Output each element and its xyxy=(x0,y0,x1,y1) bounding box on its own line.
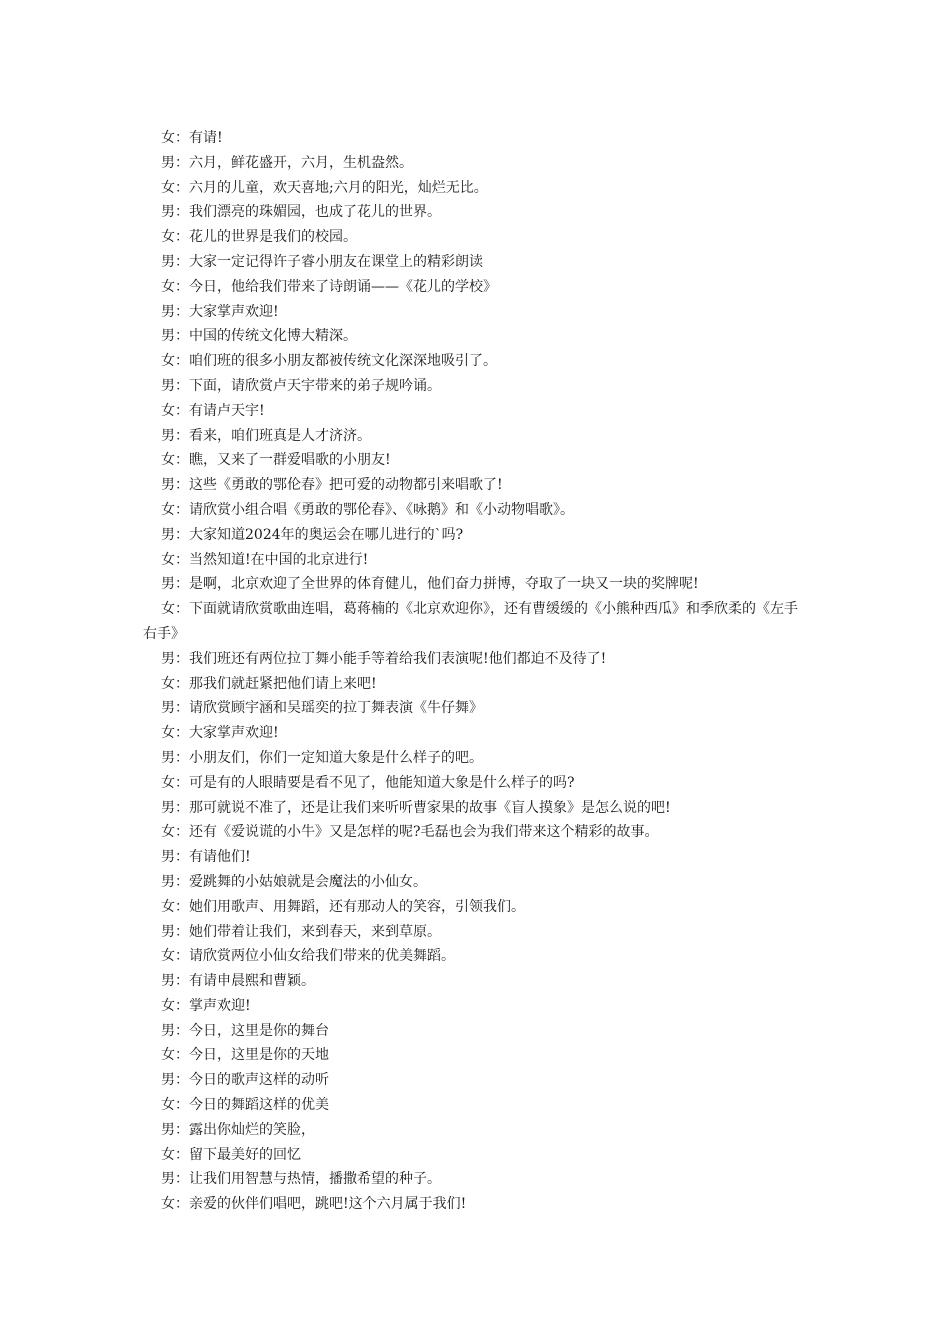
script-line: 女：她们用歌声、用舞蹈，还有那动人的笑容，引领我们。 xyxy=(161,898,525,915)
script-line: 男：我们漂亮的珠媚园，也成了花儿的世界。 xyxy=(161,204,441,221)
script-line: 男：下面，请欣赏卢天宇带来的弟子规吟诵。 xyxy=(161,377,441,394)
script-line: 男：请欣赏顾宇涵和吴瑶奕的拉丁舞表演《牛仔舞》 xyxy=(161,700,483,717)
script-line: 男：大家一定记得许子睿小朋友在课堂上的精彩朗读 xyxy=(161,253,483,270)
script-line: 女：咱们班的很多小朋友都被传统文化深深地吸引了。 xyxy=(161,353,497,370)
script-line: 女：请欣赏两位小仙女给我们带来的优美舞蹈。 xyxy=(161,948,455,965)
script-line: 男：看来，咱们班真是人才济济。 xyxy=(161,427,371,444)
script-line: 男：这些《勇敢的鄂伦春》把可爱的动物都引来唱歌了! xyxy=(161,477,503,494)
script-line: 女：今日的舞蹈这样的优美 xyxy=(161,1097,329,1114)
script-line: 男：让我们用智慧与热情，播撒希望的种子。 xyxy=(161,1171,441,1188)
script-body xyxy=(143,126,803,1217)
script-line: 女：留下最美好的回忆 xyxy=(161,1146,301,1163)
script-line: 男：中国的传统文化博大精深。 xyxy=(161,328,357,345)
script-line: 女：当然知道!在中国的北京进行! xyxy=(161,551,369,568)
script-line: 女：请欣赏小组合唱《勇敢的鄂伦春》、《咏鹅》和《小动物唱歌》。 xyxy=(161,501,574,518)
script-line: 男：今日，这里是你的舞台 xyxy=(161,1022,329,1039)
script-line: 女：花儿的世界是我们的校园。 xyxy=(161,229,357,246)
script-line: 女：六月的儿童，欢天喜地;六月的阳光，灿烂无比。 xyxy=(161,179,488,196)
script-line: 男：是啊，北京欢迎了全世界的体育健儿，他们奋力拼博，夺取了一块又一块的奖牌呢! xyxy=(161,576,699,593)
script-line: 女：下面就请欣赏歌曲连唱，葛蒋楠的《北京欢迎你》，还有曹缓缓的《小熊种西瓜》和季欣柔的《左手右手》 xyxy=(143,601,798,642)
script-line: 男：露出你灿烂的笑脸， xyxy=(161,1121,315,1138)
script-line: 女：今日，这里是你的天地 xyxy=(161,1047,329,1064)
script-line: 女：掌声欢迎! xyxy=(161,997,251,1014)
script-line: 女：今日，他给我们带来了诗朗诵——《花儿的学校》 xyxy=(161,278,497,295)
script-line: 女：有请卢天宇! xyxy=(161,402,265,419)
script-line: 男：小朋友们，你们一定知道大象是什么样子的吧。 xyxy=(161,749,483,766)
script-line: 男：那可就说不准了，还是让我们来听听曹家果的故事《盲人摸象》是怎么说的吧! xyxy=(161,799,671,816)
script-line: 男：她们带着让我们，来到春天，来到草原。 xyxy=(161,923,441,940)
script-line: 女：大家掌声欢迎! xyxy=(161,725,279,742)
script-line: 女：还有《爱说谎的小牛》又是怎样的呢?毛磊也会为我们带来这个精彩的故事。 xyxy=(161,824,659,841)
script-line: 男：我们班还有两位拉丁舞小能手等着给我们表演呢!他们都迫不及待了! xyxy=(161,650,607,667)
script-line: 男：六月，鲜花盛开，六月，生机盎然。 xyxy=(161,154,413,171)
script-line: 女：亲爱的伙伴们唱吧，跳吧!这个六月属于我们! xyxy=(161,1196,467,1213)
script-line: 女：可是有的人眼睛要是看不见了，他能知道大象是什么样子的吗? xyxy=(161,774,575,791)
script-line: 男：大家掌声欢迎! xyxy=(161,303,279,320)
script-line: 女：瞧，又来了一群爱唱歌的小朋友! xyxy=(161,452,391,469)
script-line: 男：有请申晨熙和曹颖。 xyxy=(161,973,315,990)
script-line: 女：有请! xyxy=(161,130,223,146)
script-line: 男：大家知道2024年的奥运会在哪儿进行的`吗? xyxy=(161,526,464,543)
script-line: 女：那我们就赶紧把他们请上来吧! xyxy=(161,675,377,692)
script-line: 男：有请他们! xyxy=(161,849,251,866)
script-line: 男：今日的歌声这样的动听 xyxy=(161,1072,329,1089)
script-line: 男：爱跳舞的小姑娘就是会魔法的小仙女。 xyxy=(161,873,427,890)
